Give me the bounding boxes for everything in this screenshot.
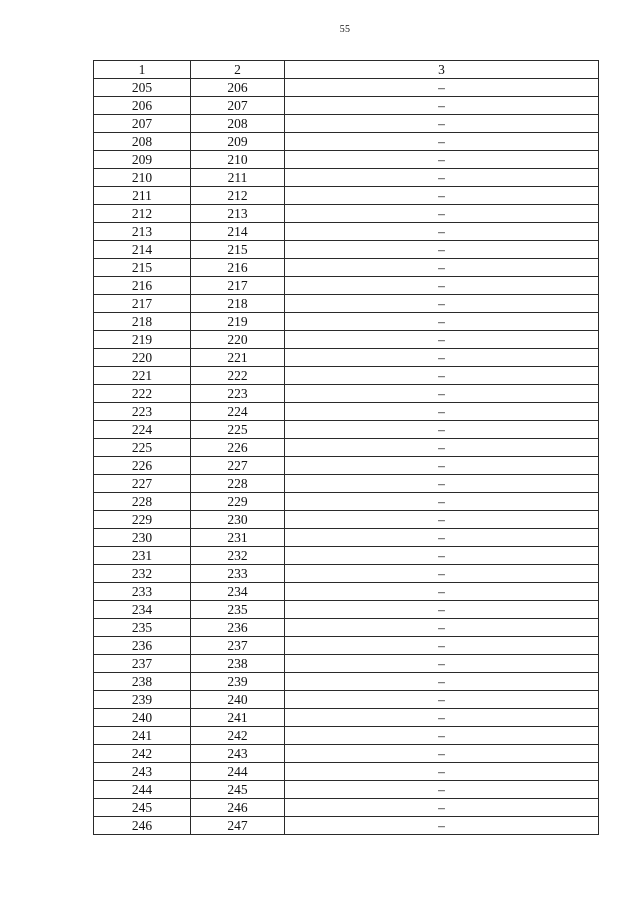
table-row bbox=[94, 151, 599, 169]
table-cell-col-1: 235 bbox=[94, 619, 191, 637]
table-cell-col-1: 220 bbox=[94, 349, 191, 367]
table-cell-col-2: 230 bbox=[191, 511, 285, 529]
table-row bbox=[94, 691, 599, 709]
column-header-2: 2 bbox=[191, 61, 285, 79]
table-cell-col-1: 209 bbox=[94, 151, 191, 169]
table-row bbox=[94, 259, 599, 277]
table-cell-col-3: – bbox=[285, 439, 599, 457]
table-cell-col-2: 223 bbox=[191, 385, 285, 403]
table-cell-col-3: – bbox=[285, 205, 599, 223]
table-cell-col-2: 231 bbox=[191, 529, 285, 547]
table-cell-col-2: 227 bbox=[191, 457, 285, 475]
table-cell-col-1: 228 bbox=[94, 493, 191, 511]
table-cell-col-3: – bbox=[285, 547, 599, 565]
table-row bbox=[94, 709, 599, 727]
table-cell-col-1: 245 bbox=[94, 799, 191, 817]
table-cell-col-1: 226 bbox=[94, 457, 191, 475]
table-cell-col-3: – bbox=[285, 493, 599, 511]
table-cell-col-3: – bbox=[285, 655, 599, 673]
table-cell-col-2: 247 bbox=[191, 817, 285, 835]
table-cell-col-3: – bbox=[285, 529, 599, 547]
table-cell-col-1: 218 bbox=[94, 313, 191, 331]
column-header-3: 3 bbox=[285, 61, 599, 79]
table-cell-col-1: 213 bbox=[94, 223, 191, 241]
table-cell-col-3: – bbox=[285, 619, 599, 637]
table-cell-col-2: 214 bbox=[191, 223, 285, 241]
table-cell-col-3: – bbox=[285, 97, 599, 115]
table-row bbox=[94, 781, 599, 799]
column-header-1: 1 bbox=[94, 61, 191, 79]
table-body bbox=[94, 79, 599, 835]
table-row bbox=[94, 97, 599, 115]
table-row bbox=[94, 799, 599, 817]
table-row bbox=[94, 295, 599, 313]
table-cell-col-1: 241 bbox=[94, 727, 191, 745]
table-cell-col-3: – bbox=[285, 259, 599, 277]
table-cell-col-3: – bbox=[285, 799, 599, 817]
table-cell-col-3: – bbox=[285, 169, 599, 187]
table-cell-col-1: 212 bbox=[94, 205, 191, 223]
table-cell-col-3: – bbox=[285, 367, 599, 385]
table-cell-col-2: 213 bbox=[191, 205, 285, 223]
table-cell-col-1: 232 bbox=[94, 565, 191, 583]
table-cell-col-3: – bbox=[285, 403, 599, 421]
table-cell-col-1: 222 bbox=[94, 385, 191, 403]
table-cell-col-1: 240 bbox=[94, 709, 191, 727]
table-cell-col-1: 225 bbox=[94, 439, 191, 457]
table-cell-col-1: 244 bbox=[94, 781, 191, 799]
table-row bbox=[94, 763, 599, 781]
table-cell-col-3: – bbox=[285, 583, 599, 601]
table-cell-col-3: – bbox=[285, 637, 599, 655]
table-cell-col-2: 225 bbox=[191, 421, 285, 439]
table-cell-col-2: 239 bbox=[191, 673, 285, 691]
table-cell-col-1: 215 bbox=[94, 259, 191, 277]
table-cell-col-3: – bbox=[285, 331, 599, 349]
table-cell-col-1: 208 bbox=[94, 133, 191, 151]
table-cell-col-2: 241 bbox=[191, 709, 285, 727]
table-cell-col-2: 240 bbox=[191, 691, 285, 709]
table-cell-col-1: 223 bbox=[94, 403, 191, 421]
table-cell-col-1: 214 bbox=[94, 241, 191, 259]
table-row bbox=[94, 313, 599, 331]
page-number: 55 bbox=[339, 24, 351, 35]
table-row bbox=[94, 241, 599, 259]
table-cell-col-3: – bbox=[285, 763, 599, 781]
table-row bbox=[94, 547, 599, 565]
table-cell-col-1: 231 bbox=[94, 547, 191, 565]
table-cell-col-2: 242 bbox=[191, 727, 285, 745]
table-cell-col-3: – bbox=[285, 277, 599, 295]
table-row bbox=[94, 817, 599, 835]
table-row bbox=[94, 493, 599, 511]
table-row bbox=[94, 115, 599, 133]
table-cell-col-2: 207 bbox=[191, 97, 285, 115]
table-row bbox=[94, 529, 599, 547]
table-cell-col-1: 210 bbox=[94, 169, 191, 187]
table-cell-col-3: – bbox=[285, 187, 599, 205]
table-row bbox=[94, 727, 599, 745]
table-cell-col-3: – bbox=[285, 511, 599, 529]
table-row bbox=[94, 331, 599, 349]
table-cell-col-2: 232 bbox=[191, 547, 285, 565]
table-cell-col-2: 243 bbox=[191, 745, 285, 763]
table-cell-col-1: 236 bbox=[94, 637, 191, 655]
table-cell-col-2: 233 bbox=[191, 565, 285, 583]
table-row bbox=[94, 439, 599, 457]
table-row bbox=[94, 385, 599, 403]
table-cell-col-2: 215 bbox=[191, 241, 285, 259]
table-cell-col-3: – bbox=[285, 313, 599, 331]
table-row bbox=[94, 619, 599, 637]
table-row bbox=[94, 133, 599, 151]
table-cell-col-1: 246 bbox=[94, 817, 191, 835]
table-cell-col-2: 237 bbox=[191, 637, 285, 655]
table-row bbox=[94, 79, 599, 97]
table-header-row bbox=[94, 61, 599, 79]
table-cell-col-3: – bbox=[285, 475, 599, 493]
table-cell-col-1: 242 bbox=[94, 745, 191, 763]
table-cell-col-3: – bbox=[285, 349, 599, 367]
table-cell-col-1: 216 bbox=[94, 277, 191, 295]
table-row bbox=[94, 745, 599, 763]
table-cell-col-3: – bbox=[285, 565, 599, 583]
table-cell-col-3: – bbox=[285, 691, 599, 709]
table-row bbox=[94, 565, 599, 583]
table-row bbox=[94, 655, 599, 673]
table-cell-col-1: 219 bbox=[94, 331, 191, 349]
table-cell-col-1: 227 bbox=[94, 475, 191, 493]
table-cell-col-2: 217 bbox=[191, 277, 285, 295]
table-cell-col-1: 229 bbox=[94, 511, 191, 529]
table-row bbox=[94, 367, 599, 385]
table-cell-col-2: 220 bbox=[191, 331, 285, 349]
table-cell-col-2: 209 bbox=[191, 133, 285, 151]
table-row bbox=[94, 169, 599, 187]
table-cell-col-3: – bbox=[285, 385, 599, 403]
table-row bbox=[94, 223, 599, 241]
table-cell-col-1: 207 bbox=[94, 115, 191, 133]
table-cell-col-2: 216 bbox=[191, 259, 285, 277]
table-cell-col-1: 237 bbox=[94, 655, 191, 673]
table-cell-col-3: – bbox=[285, 601, 599, 619]
table-cell-col-1: 234 bbox=[94, 601, 191, 619]
table-cell-col-3: – bbox=[285, 241, 599, 259]
table-cell-col-2: 218 bbox=[191, 295, 285, 313]
table-cell-col-1: 221 bbox=[94, 367, 191, 385]
table-row bbox=[94, 601, 599, 619]
table-cell-col-2: 210 bbox=[191, 151, 285, 169]
table-cell-col-2: 211 bbox=[191, 169, 285, 187]
table-row bbox=[94, 511, 599, 529]
data-table bbox=[93, 60, 599, 835]
table-cell-col-2: 229 bbox=[191, 493, 285, 511]
table-cell-col-3: – bbox=[285, 673, 599, 691]
table-cell-col-1: 206 bbox=[94, 97, 191, 115]
table-cell-col-2: 226 bbox=[191, 439, 285, 457]
table-cell-col-3: – bbox=[285, 781, 599, 799]
table-cell-col-2: 206 bbox=[191, 79, 285, 97]
table-row bbox=[94, 205, 599, 223]
table-cell-col-1: 224 bbox=[94, 421, 191, 439]
table-row bbox=[94, 475, 599, 493]
table-cell-col-1: 205 bbox=[94, 79, 191, 97]
table-cell-col-1: 211 bbox=[94, 187, 191, 205]
table-cell-col-3: – bbox=[285, 79, 599, 97]
table-cell-col-3: – bbox=[285, 295, 599, 313]
table-cell-col-2: 212 bbox=[191, 187, 285, 205]
table-cell-col-3: – bbox=[285, 457, 599, 475]
table-cell-col-2: 238 bbox=[191, 655, 285, 673]
table-cell-col-3: – bbox=[285, 133, 599, 151]
table-cell-col-3: – bbox=[285, 421, 599, 439]
table-cell-col-2: 245 bbox=[191, 781, 285, 799]
table-cell-col-3: – bbox=[285, 745, 599, 763]
table-cell-col-2: 236 bbox=[191, 619, 285, 637]
table-row bbox=[94, 349, 599, 367]
table-cell-col-2: 208 bbox=[191, 115, 285, 133]
table-row bbox=[94, 673, 599, 691]
table-cell-col-2: 224 bbox=[191, 403, 285, 421]
table-cell-col-1: 238 bbox=[94, 673, 191, 691]
table-cell-col-1: 217 bbox=[94, 295, 191, 313]
table-cell-col-3: – bbox=[285, 727, 599, 745]
table-cell-col-1: 233 bbox=[94, 583, 191, 601]
table-row bbox=[94, 583, 599, 601]
table-row bbox=[94, 421, 599, 439]
table-cell-col-3: – bbox=[285, 709, 599, 727]
table-row bbox=[94, 403, 599, 421]
table-cell-col-2: 228 bbox=[191, 475, 285, 493]
table-cell-col-3: – bbox=[285, 817, 599, 835]
table-cell-col-2: 234 bbox=[191, 583, 285, 601]
table-cell-col-3: – bbox=[285, 223, 599, 241]
table-cell-col-2: 246 bbox=[191, 799, 285, 817]
table-cell-col-2: 221 bbox=[191, 349, 285, 367]
table-cell-col-1: 230 bbox=[94, 529, 191, 547]
table-row bbox=[94, 187, 599, 205]
table-row bbox=[94, 277, 599, 295]
table-row bbox=[94, 637, 599, 655]
table-cell-col-3: – bbox=[285, 115, 599, 133]
table-cell-col-2: 235 bbox=[191, 601, 285, 619]
table-cell-col-2: 219 bbox=[191, 313, 285, 331]
table-cell-col-2: 244 bbox=[191, 763, 285, 781]
table-cell-col-1: 243 bbox=[94, 763, 191, 781]
table-cell-col-2: 222 bbox=[191, 367, 285, 385]
table-row bbox=[94, 457, 599, 475]
table-cell-col-1: 239 bbox=[94, 691, 191, 709]
table-cell-col-3: – bbox=[285, 151, 599, 169]
